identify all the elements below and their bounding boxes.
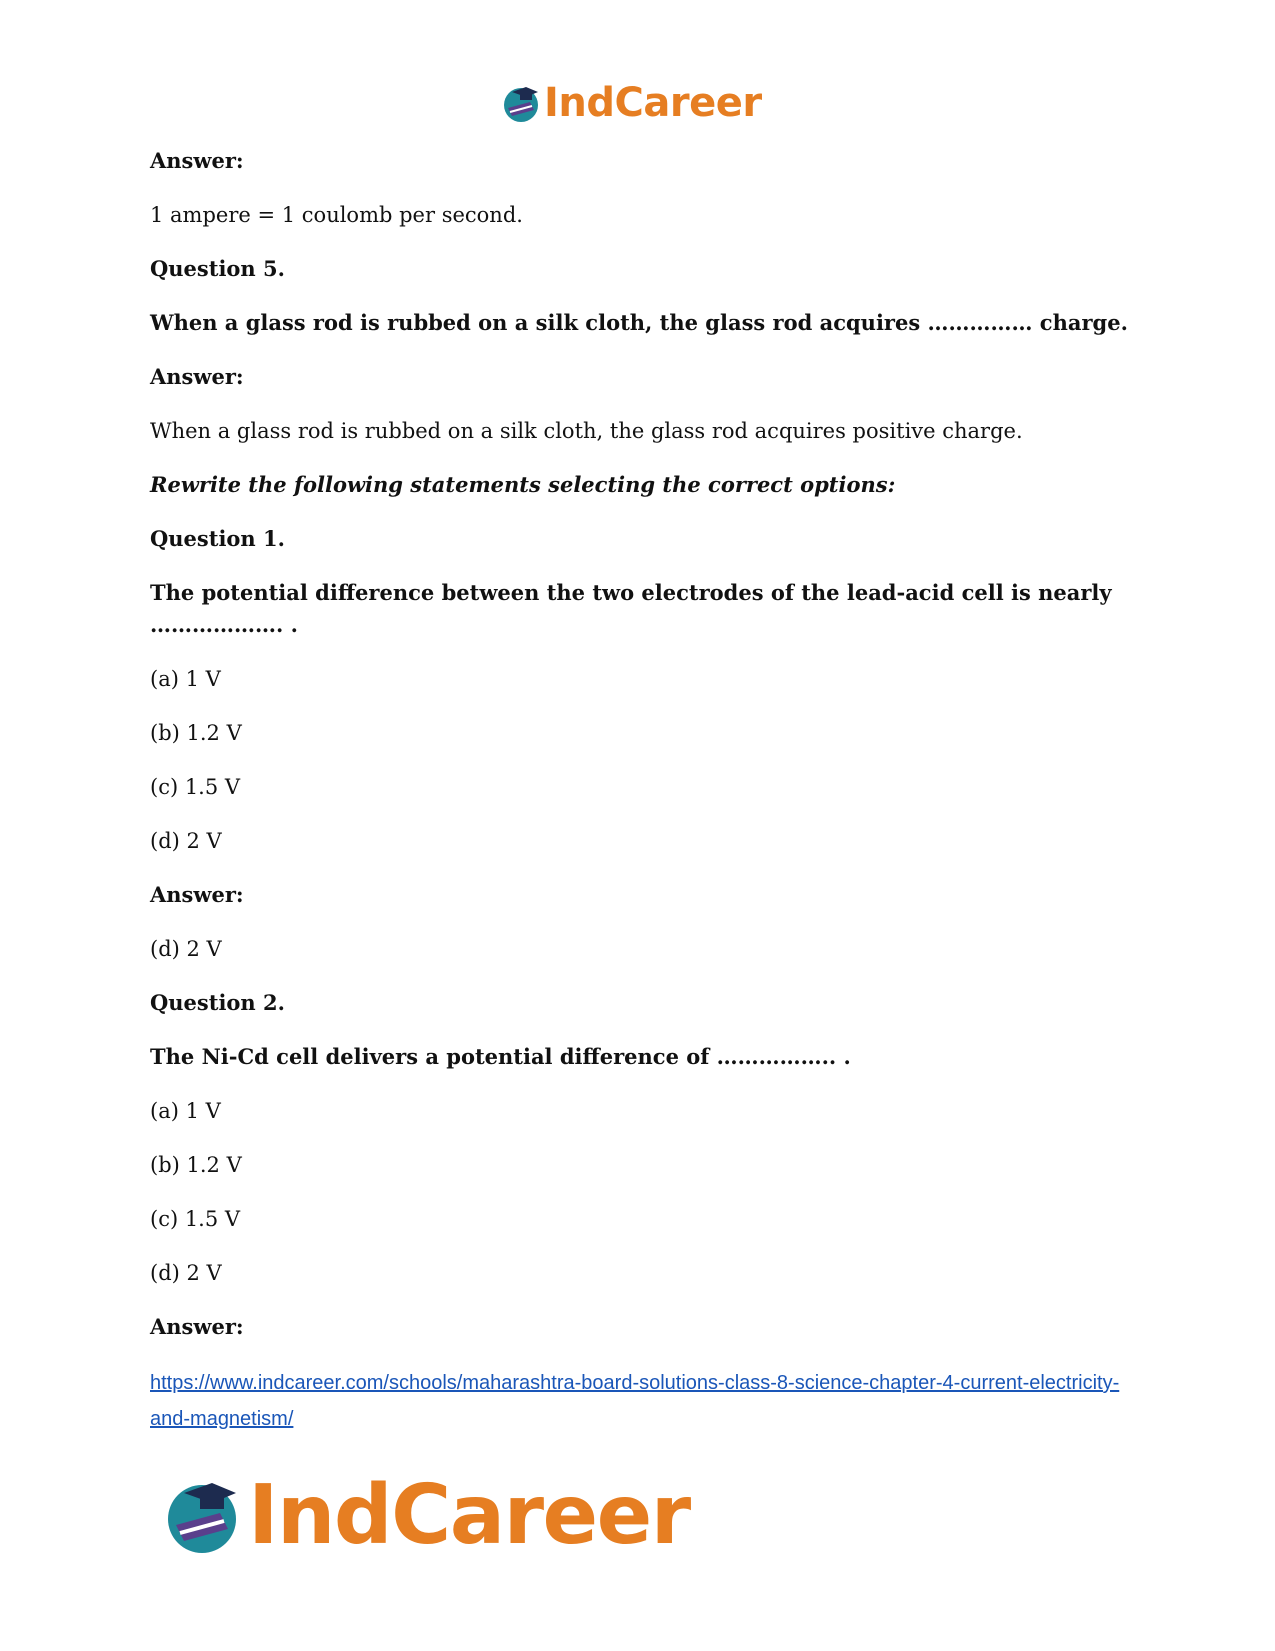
option-c: (c) 1.5 V xyxy=(150,1207,241,1231)
option-d: (d) 2 V xyxy=(150,829,222,853)
question-heading: Question 2. xyxy=(150,990,285,1015)
header-logo xyxy=(500,80,762,126)
option-a: (a) 1 V xyxy=(150,667,221,691)
footer-logo xyxy=(160,1467,690,1563)
document-body xyxy=(150,145,1130,1437)
header-logo-text: IndCareer xyxy=(544,80,762,126)
question-text: The potential difference between the two electrodes of the lead-acid cell is nearly ………………. . xyxy=(150,580,1112,637)
logo-emblem-icon xyxy=(160,1473,244,1557)
question-heading: Question 1. xyxy=(150,526,285,551)
option-c: (c) 1.5 V xyxy=(150,775,241,799)
question-heading: Question 5. xyxy=(150,256,285,281)
option-a: (a) 1 V xyxy=(150,1099,221,1123)
answer-text: When a glass rod is rubbed on a silk cloth, the glass rod acquires positive charge. xyxy=(150,419,1023,443)
question-text: The Ni-Cd cell delivers a potential difference of …………….. . xyxy=(150,1044,851,1069)
section-heading: Rewrite the following statements selecting the correct options: xyxy=(150,472,896,497)
answer-label: Answer: xyxy=(150,882,244,907)
source-link[interactable]: https://www.indcareer.com/schools/maharashtra-board-solutions-class-8-science-chapter-4-current-electricity-and-magnetism/ xyxy=(150,1372,1120,1430)
answer-label: Answer: xyxy=(150,364,244,389)
answer-label: Answer: xyxy=(150,148,244,173)
footer-logo-text: IndCareer xyxy=(248,1467,690,1563)
answer-text: (d) 2 V xyxy=(150,937,222,961)
logo-emblem-icon xyxy=(500,82,542,124)
question-text: When a glass rod is rubbed on a silk cloth, the glass rod acquires …………… charge. xyxy=(150,310,1128,335)
answer-label: Answer: xyxy=(150,1314,244,1339)
option-b: (b) 1.2 V xyxy=(150,1153,242,1177)
option-b: (b) 1.2 V xyxy=(150,721,242,745)
answer-text: 1 ampere = 1 coulomb per second. xyxy=(150,203,523,227)
option-d: (d) 2 V xyxy=(150,1261,222,1285)
